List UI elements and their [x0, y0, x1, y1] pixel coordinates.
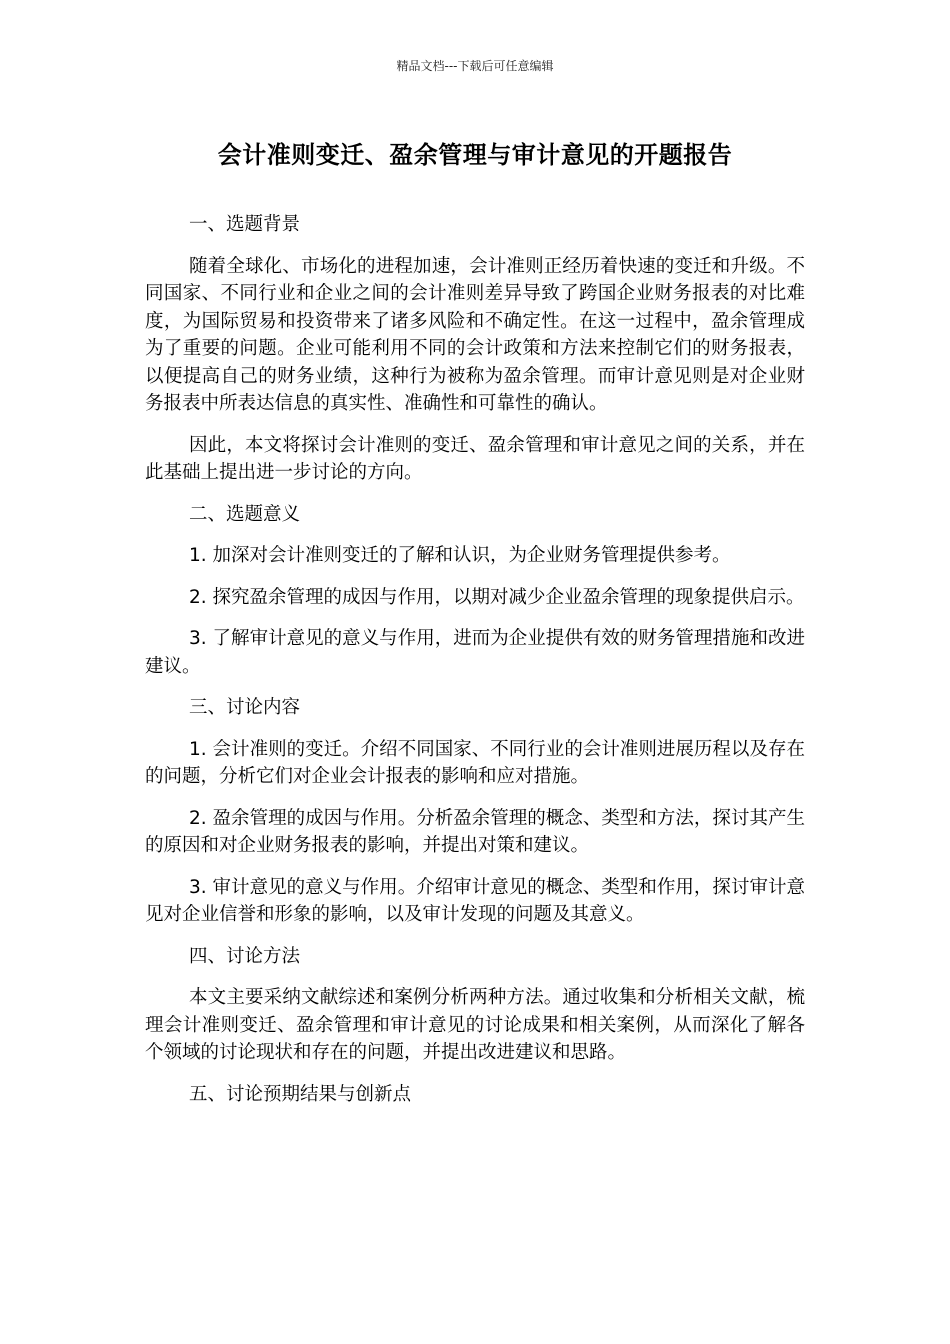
section-background	[145, 211, 805, 487]
page-header: 精品文档---下载后可任意编辑	[396, 59, 554, 73]
section-significance	[145, 501, 805, 681]
paragraph: 因此，本文将探讨会计准则的变迁、盈余管理和审计意见之间的关系，并在此基础上提出进一步讨论的方向。	[145, 434, 805, 483]
section-heading: 四、讨论方法	[189, 945, 301, 967]
list-item: 3. 审计意见的意义与作用。介绍审计意见的概念、类型和作用，探讨审计意见对企业信誉和形象的影响，以及审计发现的问题及其意义。	[145, 876, 805, 925]
paragraph: 随着全球化、市场化的进程加速，会计准则正经历着快速的变迁和升级。不同国家、不同行业和企业之间的会计准则差异导致了跨国企业财务报表的对比难度，为国际贸易和投资带来了诸多风险和不确定性。在这一过程中，盈余管理成为了重要的问题。企业可能利用不同的会计政策和方法来控制它们的财务报表，以便提高自己的财务业绩，这种行为被称为盈余管理。而审计意见则是对企业财务报表中所表达信息的真实性、准确性和可靠性的确认。	[145, 255, 805, 414]
document-title: 会计准则变迁、盈余管理与审计意见的开题报告	[217, 141, 733, 169]
section-heading: 一、选题背景	[189, 214, 301, 235]
section-expected-results	[145, 1081, 805, 1109]
section-heading: 五、讨论预期结果与创新点	[189, 1083, 412, 1105]
section-heading: 三、讨论内容	[189, 697, 301, 718]
section-methods	[145, 943, 805, 1067]
list-item: 1. 加深对会计准则变迁的了解和认识，为企业财务管理提供参考。	[189, 545, 731, 566]
list-item: 3. 了解审计意见的意义与作用，进而为企业提供有效的财务管理措施和改进建议。	[145, 628, 805, 677]
list-item: 2. 探究盈余管理的成因与作用，以期对减少企业盈余管理的现象提供启示。	[189, 586, 805, 608]
section-content	[145, 694, 805, 929]
list-item: 1. 会计准则的变迁。介绍不同国家、不同行业的会计准则进展历程以及存在的问题，分析它们对企业会计报表的影响和应对措施。	[145, 738, 805, 787]
list-item: 2. 盈余管理的成因与作用。分析盈余管理的概念、类型和方法，探讨其产生的原因和对企业财务报表的影响，并提出对策和建议。	[145, 807, 805, 856]
document-body	[145, 211, 805, 1122]
section-heading: 二、选题意义	[189, 503, 301, 525]
paragraph: 本文主要采纳文献综述和案例分析两种方法。通过收集和分析相关文献，梳理会计准则变迁、盈余管理和审计意见的讨论成果和相关案例，从而深化了解各个领域的讨论现状和存在的问题，并提出改进建议和思路。	[145, 987, 805, 1063]
